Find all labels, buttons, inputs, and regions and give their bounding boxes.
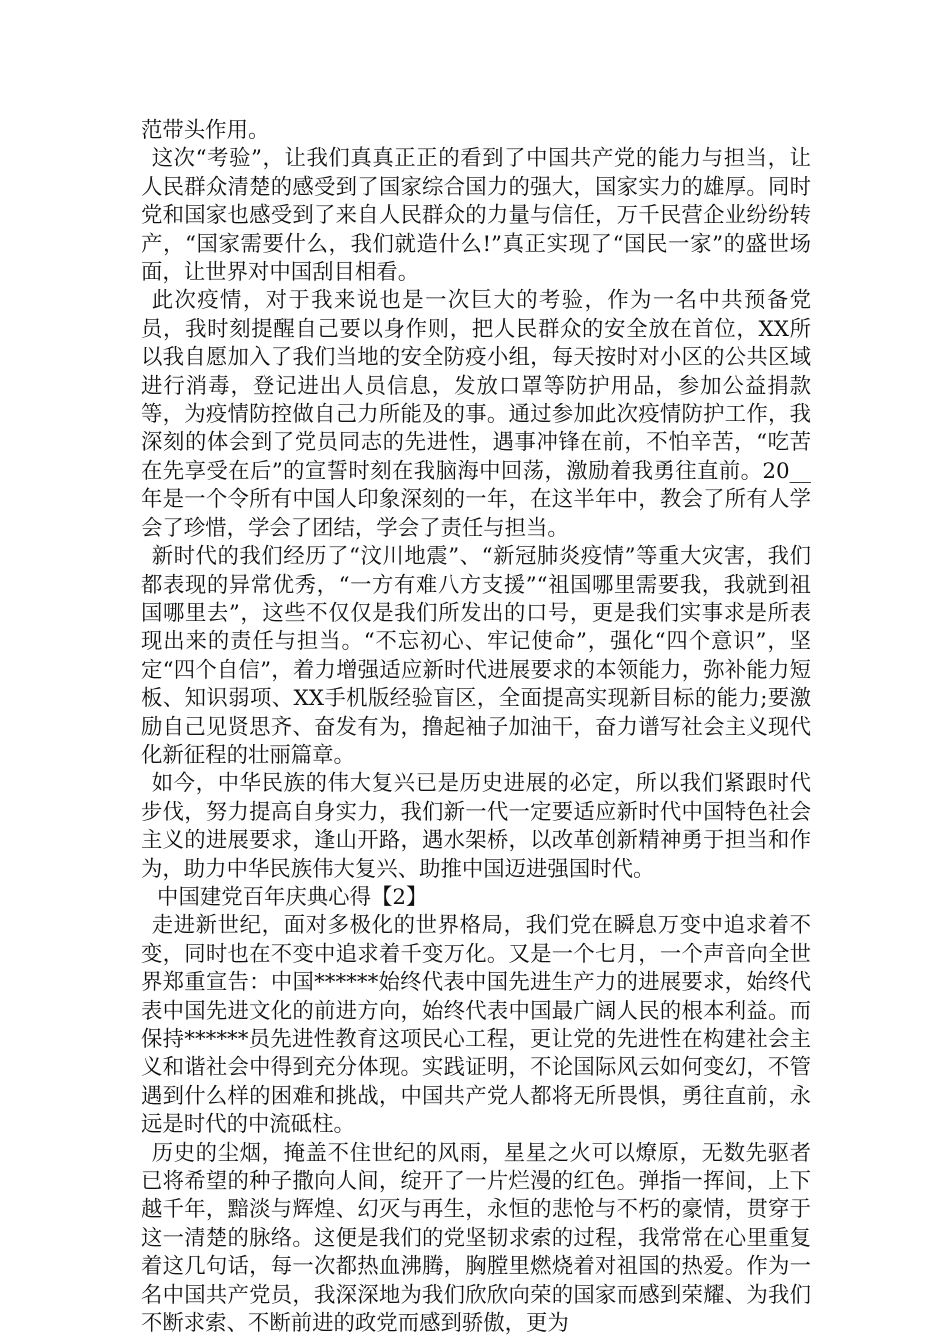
paragraph-test-of-party: 这次“考验”，让我们真真正正的看到了中国共产党的能力与担当，让人民群众清楚的感受到了国家综合国力的强大，国家实力的雄厚。同时党和国家也感受到了来自人民群众的力量与信任，万千民营企业纷纷转产，“国家需要什么，我们就造什么!”真正实现了“国民一家”的盛世场面，让世界对中国刮目相看。 xyxy=(141,146,811,286)
section-heading: 中国建党百年庆典心得【2】 xyxy=(157,884,428,910)
paragraph-history: 历史的尘烟，掩盖不住世纪的风雨，星星之火可以燎原，无数先驱者已将希望的种子撒向人间，绽开了一片烂漫的红色。弹指一挥间，上下越千年，黯淡与辉煌、幻灭与再生，永恒的悲怆与不朽的豪情，贯穿于这一清楚的脉络。这便是我们的党坚韧求索的过程，我常常在心里重复着这几句话，每一次都热血沸腾，胸膛里燃烧着对祖国的热爱。作为一名中国共产党员，我深深地为我们欣欣向荣的国家而感到荣耀、为我们不断求索、不断前进的政党而感到骄傲，更为 xyxy=(141,1140,811,1337)
paragraph-new-century: 走进新世纪，面对多极化的世界格局，我们党在瞬息万变中追求着不变，同时也在不变中追求着千变万化。又是一个七月，一个声音向全世界郑重宣告：中国******始终代表中国先进生产力的进展要求，始终代表中国先进文化的前进方向，始终代表中国最广阔人民的根本利益。而保持******员先进性教育这项民心工程，更让党的先进性在构建社会主义和谐社会中得到充分体现。实践证明，不论国际风云如何变幻，不管遇到什么样的困难和挑战，中国共产党人都将无所畏惧，勇往直前，永远是时代的中流砥柱。 xyxy=(141,913,811,1138)
paragraph-new-era: 新时代的我们经历了“汶川地震”、“新冠肺炎疫情”等重大灾害，我们都表现的异常优秀，“一方有难八方支援”“祖国哪里需要我，我就到祖国哪里去”，这些不仅仅是我们所发出的口号，更是我们实事求是所表现出来的责任与担当。“不忘初心、牢记使命”，强化“四个意识”，坚定“四个自信”，着力增强适应新时代进展要求的本领能力，弥补能力短板、知识弱项、XX手机版经验盲区，全面提高实现新目标的能力;要激励自己见贤思齐、奋发有为，撸起袖子加油干，奋力谱写社会主义现代化新征程的壮丽篇章。 xyxy=(141,544,811,768)
paragraph-continuation: 范带头作用。 xyxy=(141,118,270,143)
document-body xyxy=(141,117,811,1338)
paragraph-epidemic-experience: 此次疫情，对于我来说也是一次巨大的考验，作为一名中共预备党员，我时刻提醒自己要以身作则，把人民群众的安全放在首位，XX所以我自愿加入了我们当地的安全防疫小组，每天按时对小区的公共区域进行消毒，登记进出人员信息，发放口罩等防护用品，参加公益捐款等，为疫情防控做自己力所能及的事。通过参加此次疫情防护工作，我深刻的体会到了党员同志的先进性，遇事冲锋在前，不怕辛苦，“吃苦在先享受在后”的宣誓时刻在我脑海中回荡，激励着我勇往直前。20__年是一个令所有中国人印象深刻的一年，在这半年中，教会了所有人学会了珍惜，学会了团结，学会了责任与担当。 xyxy=(141,288,811,541)
paragraph-national-rejuvenation: 如今，中华民族的伟大复兴已是历史进展的必定，所以我们紧跟时代步伐，努力提高自身实力，我们新一代一定要适应新时代中国特色社会主义的进展要求，逢山开路，遇水架桥，以改革创新精神勇于担当和作为，助力中华民族伟大复兴、助推中国迈进强国时代。 xyxy=(141,771,811,882)
